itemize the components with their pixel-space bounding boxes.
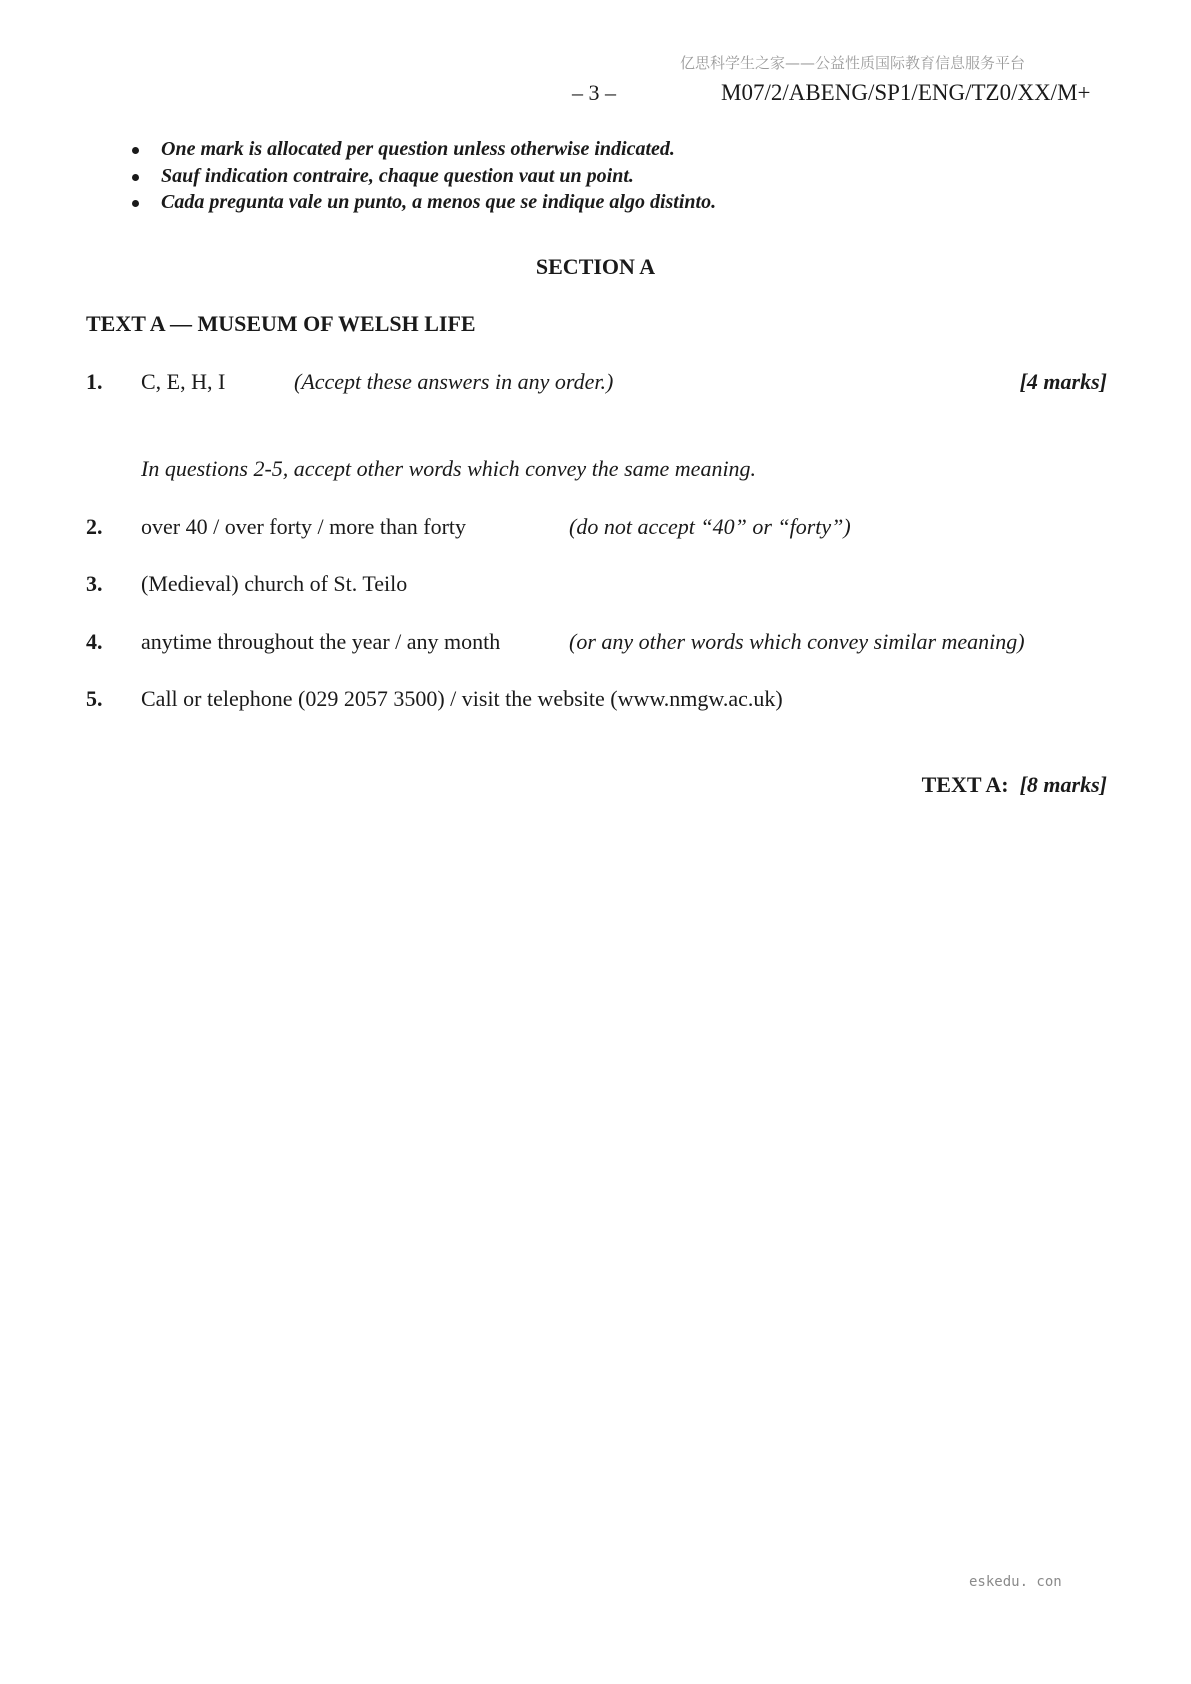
instruction-item: One mark is allocated per question unless otherwise indicated. [128,136,716,163]
question-note: (or any other words which convey similar meaning) [569,629,1025,654]
watermark-text: 亿思科学生之家——公益性质国际教育信息服务平台 [680,54,1026,72]
bullet-icon [132,200,139,207]
question-note: (do not accept “40” or “forty”) [569,514,851,539]
question-number: 5. [86,686,103,711]
instruction-item: Sauf indication contraire, chaque question vaut un point. [128,163,716,190]
answer-instruction: In questions 2-5, accept other words which convey the same meaning. [141,456,757,481]
question-answer: Call or telephone (029 2057 3500) / visit the website (www.nmgw.ac.uk) [141,686,783,711]
question-number: 1. [86,369,103,394]
bullet-icon [132,147,139,154]
text-heading: TEXT A — MUSEUM OF WELSH LIFE [86,311,476,336]
question-number: 2. [86,514,103,539]
question-note: (Accept these answers in any order.) [294,369,614,394]
total-label: TEXT A: [921,772,1009,797]
instruction-item: Cada pregunta vale un punto, a menos que se indique algo distinto. [128,189,716,216]
bullet-icon [132,174,139,181]
footer-watermark: eskedu. con [969,1574,1062,1590]
question-number: 4. [86,629,103,654]
total-marks [922,772,1107,798]
page-number: – 3 – [572,80,616,105]
question-marks: [4 marks] [1019,369,1107,394]
marking-instructions [128,136,716,216]
document-code: M07/2/ABENG/SP1/ENG/TZ0/XX/M+ [721,80,1091,105]
question-answer: (Medieval) church of St. Teilo [141,571,408,596]
section-heading: SECTION A [535,254,656,279]
question-answer: C, E, H, I [141,369,226,394]
question-answer: over 40 / over forty / more than forty [141,514,467,539]
question-answer: anytime throughout the year / any month [141,629,501,654]
total-marks-value: [8 marks] [1019,772,1107,797]
question-number: 3. [86,571,103,596]
